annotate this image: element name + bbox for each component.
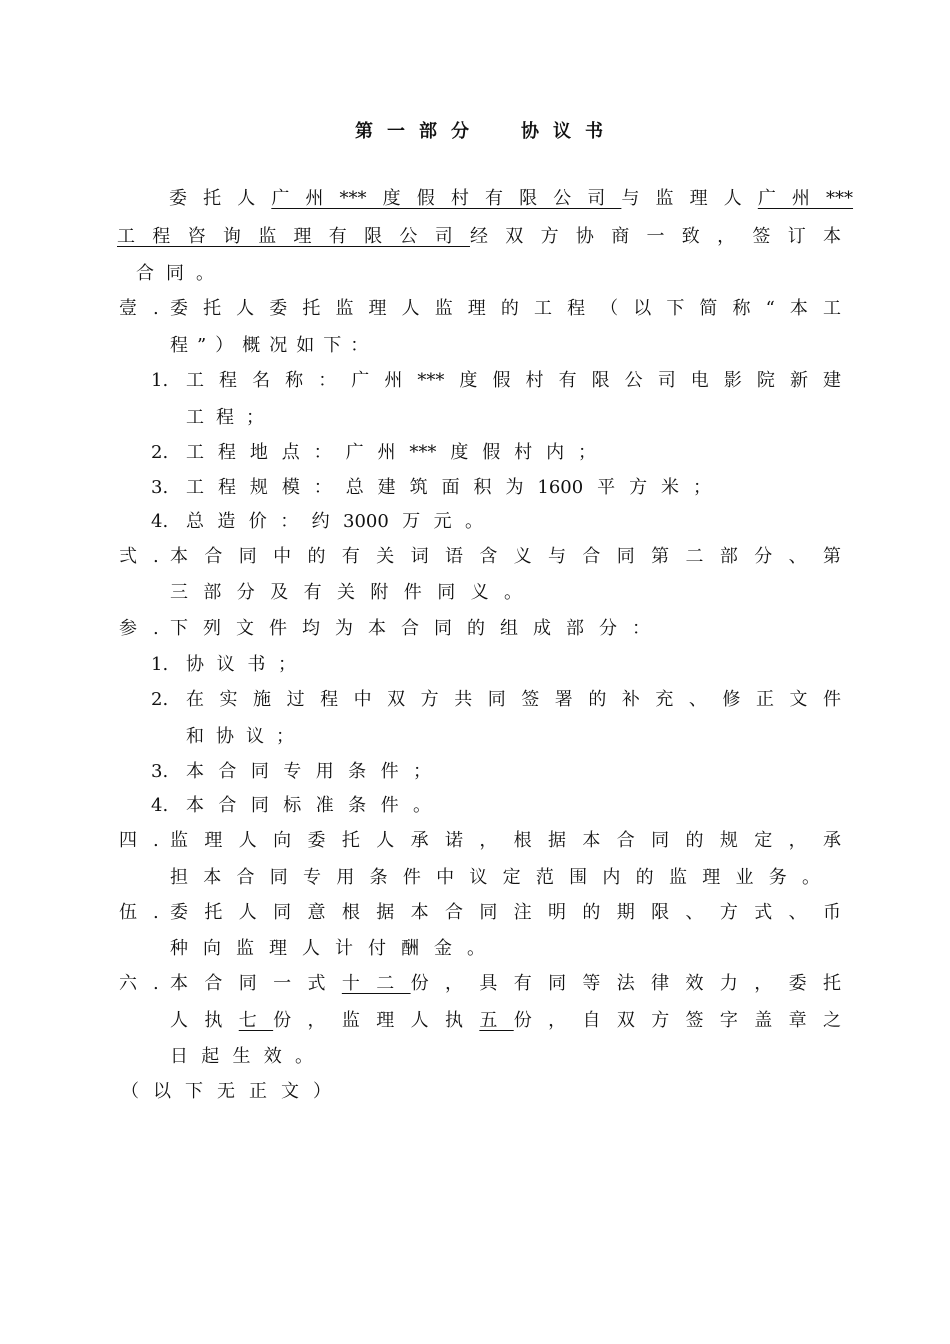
section-number: 伍 (119, 902, 137, 923)
section-dot: . (153, 973, 159, 994)
section-dot: . (153, 830, 159, 851)
item-text: 工程地点：广州***度假村内； (186, 442, 596, 463)
intro-text: 与监理人 (621, 188, 758, 209)
document-title: 协议书 (521, 121, 617, 142)
item-text: 在实施过程中双方共同签署的补充、修正文件 (186, 689, 841, 710)
section-6-text: 份，自双方签字盖章之 (513, 1010, 842, 1031)
section-number: 弍 (119, 546, 137, 567)
supervisor-name: 广州*** (757, 188, 854, 209)
section-dot: . (153, 298, 159, 319)
section-6-line-2 (170, 1009, 841, 1033)
part-title: 第一部分 (355, 121, 483, 142)
end-note: （以下无正文） (121, 1081, 331, 1102)
item-text: 和协议； (186, 726, 306, 747)
item-text: 总造价：约3000万元。 (186, 511, 483, 532)
item-number: 1. (151, 654, 169, 675)
section-dot: . (153, 618, 159, 639)
section-6-text: 日起生效。 (170, 1046, 313, 1067)
client-copies: 七 (238, 1010, 274, 1031)
section-4-text: 担本合同专用条件中议定范围内的监理业务。 (170, 867, 820, 888)
item-number: 2. (151, 689, 169, 710)
section-number: 壹 (119, 298, 137, 319)
section-5-text: 种向监理人计付酬金。 (170, 938, 485, 959)
section-2-text: 三部分及有关附件同义。 (170, 582, 522, 603)
section-number: 四 (119, 830, 137, 851)
section-number: 六 (119, 973, 137, 994)
item-number: 3. (151, 761, 169, 782)
section-6-line-1 (170, 972, 841, 996)
section-4-text: 监理人向委托人承诺，根据本合同的规定，承 (170, 830, 841, 851)
supervisor-copies: 五 (479, 1010, 514, 1031)
item-number: 4. (151, 795, 169, 816)
total-copies: 十二 (341, 973, 411, 994)
intro-text: 委托人 (169, 188, 272, 209)
item-text: 工程； (186, 407, 276, 428)
client-name: 广州***度假村有限公司 (271, 188, 622, 209)
section-6-text: 本合同一式 (170, 973, 342, 994)
intro-line-2 (117, 225, 841, 249)
item-number: 3. (151, 477, 169, 498)
item-text: 工程规模：总建筑面积为1600平方米； (186, 477, 711, 498)
section-dot: . (153, 902, 159, 923)
section-number: 参 (119, 618, 137, 639)
item-text: 本合同专用条件； (186, 761, 431, 782)
intro-line-3: 合同。 (136, 263, 226, 284)
intro-text: 经双方协商一致，签订本 (470, 226, 841, 247)
item-text: 工程名称：广州***度假村有限公司电影院新建 (186, 370, 841, 391)
section-6-text: 份，具有同等法律效力，委托 (410, 973, 842, 994)
item-number: 1. (151, 370, 169, 391)
section-3-text: 下列文件均为本合同的组成部分： (170, 618, 650, 639)
supervisor-name: 工程咨询监理有限公司 (117, 226, 470, 247)
item-text: 本合同标准条件。 (186, 795, 431, 816)
section-2-text: 本合同中的有关词语含义与合同第二部分、第 (170, 546, 841, 567)
section-6-text: 份，监理人执 (273, 1010, 480, 1031)
section-1-text: 程”）概况如下： (170, 335, 378, 356)
item-number: 4. (151, 511, 169, 532)
item-text: 协议书； (186, 654, 296, 675)
section-dot: . (153, 546, 159, 567)
item-number: 2. (151, 442, 169, 463)
section-6-text: 人执 (170, 1010, 239, 1031)
section-5-text: 委托人同意根据本合同注明的期限、方式、币 (170, 902, 841, 923)
section-1-text: 委托人委托监理人监理的工程（以下简称“本工 (170, 298, 841, 319)
intro-line-1 (169, 187, 853, 211)
